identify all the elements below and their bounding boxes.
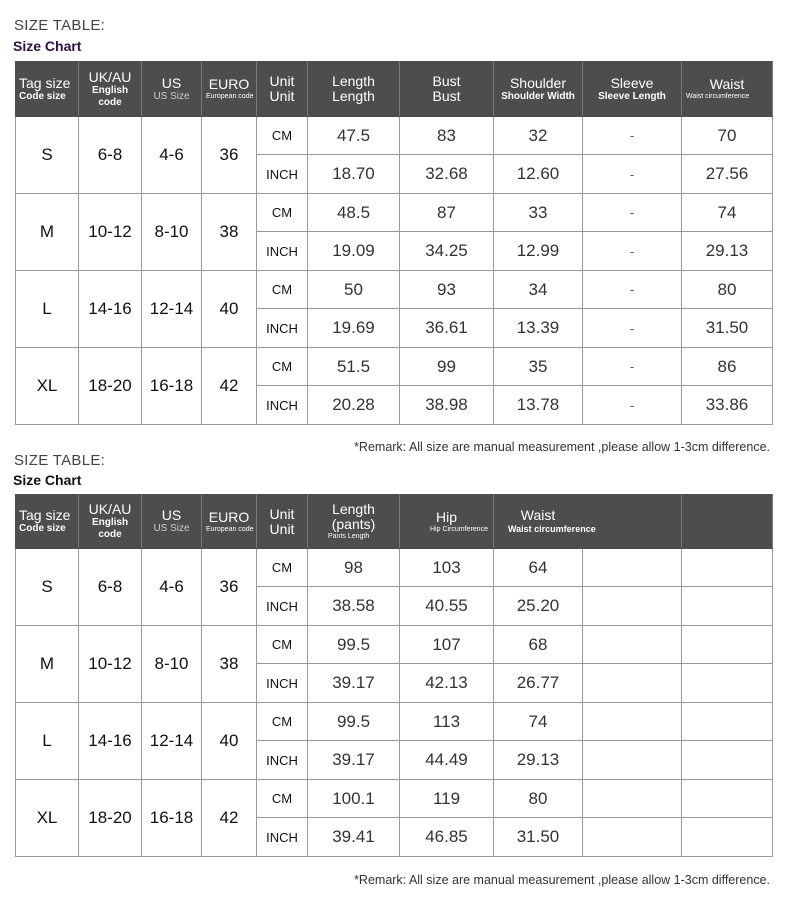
size-label: S — [16, 549, 79, 626]
empty-cell — [583, 818, 682, 857]
sleeve-cell: - — [583, 232, 682, 271]
us-cell: 8-10 — [142, 194, 202, 271]
bust-cell: 32.68 — [400, 155, 494, 194]
euro-cell: 36 — [202, 549, 257, 626]
sleeve-cell: - — [583, 348, 682, 386]
top-size-table — [15, 61, 773, 425]
unit-cell: INCH — [257, 664, 308, 703]
header-length: Length Length — [308, 62, 400, 117]
bust-cell: 38.98 — [400, 386, 494, 425]
length-cell: 39.17 — [308, 741, 400, 780]
us-cell: 12-14 — [142, 271, 202, 348]
empty-cell — [682, 780, 773, 818]
header-waist: Waist Waist circumference — [494, 495, 583, 549]
length-cell: 99.5 — [308, 626, 400, 664]
waist-cell: 64 — [494, 549, 583, 587]
bust-cell: 36.61 — [400, 309, 494, 348]
unit-cell: CM — [257, 703, 308, 741]
sleeve-cell: - — [583, 194, 682, 232]
bust-cell: 99 — [400, 348, 494, 386]
header-shoulder: Shoulder Shoulder Width — [494, 62, 583, 117]
us-cell: 12-14 — [142, 703, 202, 780]
empty-cell — [682, 626, 773, 664]
euro-cell: 42 — [202, 348, 257, 425]
header-empty — [583, 495, 682, 549]
waist-cell: 74 — [494, 703, 583, 741]
size-label: L — [16, 703, 79, 780]
length-cell: 47.5 — [308, 117, 400, 155]
empty-cell — [682, 818, 773, 857]
unit-cell: CM — [257, 271, 308, 309]
header-euro: EURO European code — [202, 495, 257, 549]
remark-note: *Remark: All size are manual measurement ,please allow 1-3cm difference. — [354, 873, 770, 887]
table-row — [16, 117, 773, 155]
waist-cell: 68 — [494, 626, 583, 664]
header-uk-au: UK/AU English code — [79, 62, 142, 117]
length-cell: 50 — [308, 271, 400, 309]
header-hip: Hip Hip Circumference — [400, 495, 494, 549]
ukau-cell: 10-12 — [79, 194, 142, 271]
unit-cell: CM — [257, 348, 308, 386]
waist-cell: 86 — [682, 348, 773, 386]
empty-cell — [682, 703, 773, 741]
waist-cell: 74 — [682, 194, 773, 232]
size-label: S — [16, 117, 79, 194]
bust-cell: 83 — [400, 117, 494, 155]
header-bust: Bust Bust — [400, 62, 494, 117]
shoulder-cell: 32 — [494, 117, 583, 155]
table-row — [16, 348, 773, 386]
hip-cell: 42.13 — [400, 664, 494, 703]
waist-cell: 70 — [682, 117, 773, 155]
table-row — [16, 271, 773, 309]
hip-cell: 46.85 — [400, 818, 494, 857]
length-cell: 19.69 — [308, 309, 400, 348]
empty-cell — [682, 664, 773, 703]
ukau-cell: 18-20 — [79, 348, 142, 425]
shoulder-cell: 35 — [494, 348, 583, 386]
shoulder-cell: 12.99 — [494, 232, 583, 271]
empty-cell — [682, 549, 773, 587]
waist-cell: 31.50 — [494, 818, 583, 857]
hip-cell: 119 — [400, 780, 494, 818]
shoulder-cell: 34 — [494, 271, 583, 309]
empty-cell — [583, 664, 682, 703]
sleeve-cell: - — [583, 271, 682, 309]
empty-cell — [583, 549, 682, 587]
ukau-cell: 14-16 — [79, 703, 142, 780]
empty-cell — [583, 626, 682, 664]
waist-cell: 80 — [682, 271, 773, 309]
sleeve-cell: - — [583, 155, 682, 194]
us-cell: 16-18 — [142, 348, 202, 425]
length-cell: 51.5 — [308, 348, 400, 386]
waist-cell: 29.13 — [494, 741, 583, 780]
length-cell: 100.1 — [308, 780, 400, 818]
size-label: XL — [16, 348, 79, 425]
waist-cell: 33.86 — [682, 386, 773, 425]
sleeve-cell: - — [583, 309, 682, 348]
hip-cell: 107 — [400, 626, 494, 664]
euro-cell: 42 — [202, 780, 257, 857]
unit-cell: INCH — [257, 232, 308, 271]
header-row — [16, 495, 773, 549]
euro-cell: 38 — [202, 194, 257, 271]
empty-cell — [682, 587, 773, 626]
ukau-cell: 10-12 — [79, 626, 142, 703]
empty-cell — [682, 741, 773, 780]
euro-cell: 36 — [202, 117, 257, 194]
shoulder-cell: 13.78 — [494, 386, 583, 425]
table-row — [16, 194, 773, 232]
bust-cell: 87 — [400, 194, 494, 232]
us-cell: 4-6 — [142, 549, 202, 626]
euro-cell: 40 — [202, 271, 257, 348]
size-chart-title: Size Chart — [13, 38, 82, 54]
table-row — [16, 626, 773, 664]
unit-cell: CM — [257, 549, 308, 587]
shoulder-cell: 13.39 — [494, 309, 583, 348]
sleeve-cell: - — [583, 386, 682, 425]
ukau-cell: 6-8 — [79, 117, 142, 194]
header-row — [16, 62, 773, 117]
header-waist: Waist Waist circumference — [682, 62, 773, 117]
euro-cell: 38 — [202, 626, 257, 703]
length-cell: 20.28 — [308, 386, 400, 425]
length-cell: 18.70 — [308, 155, 400, 194]
hip-cell: 113 — [400, 703, 494, 741]
euro-cell: 40 — [202, 703, 257, 780]
length-cell: 39.17 — [308, 664, 400, 703]
waist-cell: 31.50 — [682, 309, 773, 348]
header-uk-au: UK/AU English code — [79, 495, 142, 549]
unit-cell: INCH — [257, 155, 308, 194]
empty-cell — [583, 780, 682, 818]
unit-cell: CM — [257, 780, 308, 818]
empty-cell — [583, 741, 682, 780]
unit-cell: CM — [257, 194, 308, 232]
empty-cell — [583, 703, 682, 741]
ukau-cell: 18-20 — [79, 780, 142, 857]
hip-cell: 103 — [400, 549, 494, 587]
length-cell: 39.41 — [308, 818, 400, 857]
hip-cell: 44.49 — [400, 741, 494, 780]
unit-cell: INCH — [257, 309, 308, 348]
size-label: M — [16, 626, 79, 703]
hip-cell: 40.55 — [400, 587, 494, 626]
bust-cell: 93 — [400, 271, 494, 309]
empty-cell — [583, 587, 682, 626]
ukau-cell: 6-8 — [79, 549, 142, 626]
header-tag-size: Tag size Code size — [16, 495, 79, 549]
size-label: L — [16, 271, 79, 348]
size-table-title: SIZE TABLE: — [14, 17, 106, 34]
shoulder-cell: 12.60 — [494, 155, 583, 194]
us-cell: 8-10 — [142, 626, 202, 703]
ukau-cell: 14-16 — [79, 271, 142, 348]
unit-cell: INCH — [257, 386, 308, 425]
length-cell: 98 — [308, 549, 400, 587]
size-chart-title: Size Chart — [13, 472, 82, 488]
header-sleeve: Sleeve Sleeve Length — [583, 62, 682, 117]
shoulder-cell: 33 — [494, 194, 583, 232]
sleeve-cell: - — [583, 117, 682, 155]
size-table-title: SIZE TABLE: — [14, 452, 106, 469]
waist-cell: 25.20 — [494, 587, 583, 626]
table-row — [16, 549, 773, 587]
header-unit: Unit Unit — [257, 62, 308, 117]
header-us: US US Size — [142, 62, 202, 117]
table-row — [16, 780, 773, 818]
unit-cell: INCH — [257, 587, 308, 626]
length-cell: 48.5 — [308, 194, 400, 232]
unit-cell: INCH — [257, 818, 308, 857]
header-pants-length: Length (pants) Pants Length — [308, 495, 400, 549]
waist-cell: 27.56 — [682, 155, 773, 194]
header-us: US US Size — [142, 495, 202, 549]
table-row — [16, 703, 773, 741]
header-euro: EURO European code — [202, 62, 257, 117]
us-cell: 4-6 — [142, 117, 202, 194]
remark-note: *Remark: All size are manual measurement ,please allow 1-3cm difference. — [354, 440, 770, 454]
length-cell: 19.09 — [308, 232, 400, 271]
bust-cell: 34.25 — [400, 232, 494, 271]
waist-cell: 29.13 — [682, 232, 773, 271]
size-label: XL — [16, 780, 79, 857]
unit-cell: INCH — [257, 741, 308, 780]
unit-cell: CM — [257, 626, 308, 664]
length-cell: 38.58 — [308, 587, 400, 626]
header-tag-size: Tag size Code size — [16, 62, 79, 117]
length-cell: 99.5 — [308, 703, 400, 741]
size-label: M — [16, 194, 79, 271]
waist-cell: 80 — [494, 780, 583, 818]
header-empty — [682, 495, 773, 549]
header-unit: Unit Unit — [257, 495, 308, 549]
bottom-size-table — [15, 494, 773, 857]
unit-cell: CM — [257, 117, 308, 155]
waist-cell: 26.77 — [494, 664, 583, 703]
us-cell: 16-18 — [142, 780, 202, 857]
